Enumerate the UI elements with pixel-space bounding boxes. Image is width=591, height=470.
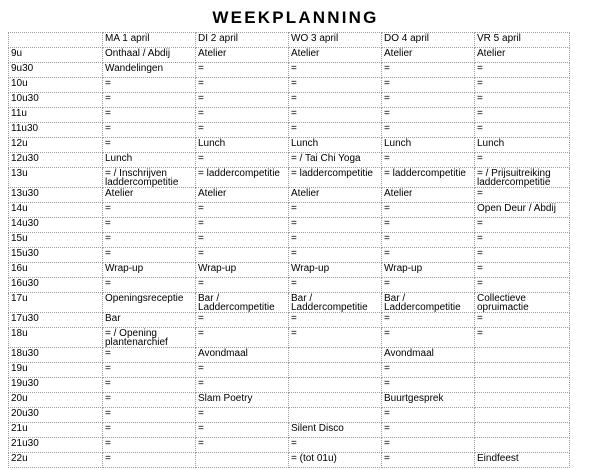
activity-cell: =: [382, 218, 475, 233]
activity-cell: =: [103, 278, 196, 293]
time-cell: 10u30: [9, 93, 103, 108]
activity-cell: = (tot 01u): [289, 453, 382, 468]
activity-cell: =: [103, 93, 196, 108]
schedule-table: [8, 32, 570, 468]
activity-cell: =: [382, 108, 475, 123]
activity-cell: =: [382, 203, 475, 218]
table-row: [9, 348, 570, 363]
activity-cell: =: [382, 248, 475, 263]
activity-cell: Lunch: [103, 153, 196, 168]
activity-cell: Silent Disco: [289, 423, 382, 438]
activity-cell: =: [196, 438, 289, 453]
activity-cell: =: [289, 203, 382, 218]
activity-cell: =: [103, 453, 196, 468]
table-row: [9, 218, 570, 233]
activity-cell: =: [103, 248, 196, 263]
activity-cell: =: [382, 233, 475, 248]
activity-cell: Avondmaal: [196, 348, 289, 363]
activity-cell: = / Opening plantenarchief: [103, 328, 196, 348]
time-cell: 15u: [9, 233, 103, 248]
activity-cell: =: [103, 378, 196, 393]
activity-cell: =: [475, 93, 570, 108]
table-row: [9, 123, 570, 138]
activity-cell: Atelier: [196, 48, 289, 63]
table-row: [9, 153, 570, 168]
activity-cell: =: [475, 78, 570, 93]
day-header-cell: VR 5 april: [475, 33, 570, 48]
activity-cell: Atelier: [475, 48, 570, 63]
table-row: [9, 48, 570, 63]
time-cell: 15u30: [9, 248, 103, 263]
activity-cell: [475, 408, 570, 423]
activity-cell: =: [289, 108, 382, 123]
time-cell: 12u30: [9, 153, 103, 168]
time-cell: 16u30: [9, 278, 103, 293]
activity-cell: =: [382, 363, 475, 378]
activity-cell: = / Tai Chi Yoga: [289, 153, 382, 168]
activity-cell: Bar: [103, 313, 196, 328]
table-row: [9, 423, 570, 438]
activity-cell: =: [196, 423, 289, 438]
activity-cell: Buurtgesprek: [382, 393, 475, 408]
activity-cell: =: [196, 248, 289, 263]
activity-cell: =: [475, 328, 570, 348]
activity-cell: Atelier: [289, 188, 382, 203]
activity-cell: =: [382, 123, 475, 138]
activity-cell: =: [475, 153, 570, 168]
activity-cell: Wandelingen: [103, 63, 196, 78]
activity-cell: Openingsreceptie: [103, 293, 196, 313]
activity-cell: = / Prijsuitreiking laddercompetitie: [475, 168, 570, 188]
page-title: WEEKPLANNING: [212, 8, 379, 27]
activity-cell: =: [103, 203, 196, 218]
table-row: [9, 233, 570, 248]
activity-cell: =: [196, 408, 289, 423]
activity-cell: [289, 378, 382, 393]
activity-cell: [289, 363, 382, 378]
activity-cell: =: [475, 188, 570, 203]
activity-cell: =: [289, 93, 382, 108]
time-cell: 16u: [9, 263, 103, 278]
activity-cell: [475, 363, 570, 378]
activity-cell: =: [196, 313, 289, 328]
day-header-cell: DO 4 april: [382, 33, 475, 48]
table-row: [9, 293, 570, 313]
activity-cell: =: [289, 78, 382, 93]
activity-cell: =: [382, 63, 475, 78]
table-row: [9, 63, 570, 78]
activity-cell: Bar / Laddercompetitie: [382, 293, 475, 313]
activity-cell: = laddercompetitie: [289, 168, 382, 188]
activity-cell: =: [196, 378, 289, 393]
activity-cell: =: [196, 218, 289, 233]
activity-cell: Eindfeest: [475, 453, 570, 468]
activity-cell: =: [196, 123, 289, 138]
time-cell: 21u: [9, 423, 103, 438]
activity-cell: =: [103, 123, 196, 138]
activity-cell: =: [382, 408, 475, 423]
time-cell: 9u30: [9, 63, 103, 78]
activity-cell: [475, 393, 570, 408]
activity-cell: =: [382, 93, 475, 108]
activity-cell: =: [103, 138, 196, 153]
table-row: [9, 78, 570, 93]
table-row: [9, 393, 570, 408]
time-cell: 10u: [9, 78, 103, 93]
table-row: [9, 438, 570, 453]
time-cell: 20u: [9, 393, 103, 408]
table-row: [9, 203, 570, 218]
activity-cell: Wrap-up: [289, 263, 382, 278]
activity-cell: =: [289, 248, 382, 263]
activity-cell: =: [196, 78, 289, 93]
activity-cell: Bar / Laddercompetitie: [289, 293, 382, 313]
activity-cell: =: [196, 153, 289, 168]
activity-cell: =: [475, 263, 570, 278]
activity-cell: =: [103, 393, 196, 408]
activity-cell: [475, 438, 570, 453]
table-row: [9, 278, 570, 293]
activity-cell: = / Inschrijven laddercompetitie: [103, 168, 196, 188]
activity-cell: Lunch: [196, 138, 289, 153]
time-cell: 17u30: [9, 313, 103, 328]
activity-cell: =: [382, 78, 475, 93]
time-cell: 19u: [9, 363, 103, 378]
time-cell: 13u: [9, 168, 103, 188]
activity-cell: =: [196, 278, 289, 293]
header-row: [9, 33, 570, 48]
time-cell: 14u: [9, 203, 103, 218]
day-header-cell: WO 3 april: [289, 33, 382, 48]
activity-cell: [289, 393, 382, 408]
activity-cell: Avondmaal: [382, 348, 475, 363]
activity-cell: =: [196, 328, 289, 348]
activity-cell: =: [103, 108, 196, 123]
activity-cell: Wrap-up: [382, 263, 475, 278]
time-cell: 22u: [9, 453, 103, 468]
activity-cell: =: [196, 63, 289, 78]
activity-cell: =: [103, 218, 196, 233]
activity-cell: Atelier: [289, 48, 382, 63]
time-cell: 11u: [9, 108, 103, 123]
activity-cell: =: [475, 63, 570, 78]
activity-cell: [196, 453, 289, 468]
table-row: [9, 453, 570, 468]
activity-cell: Wrap-up: [103, 263, 196, 278]
table-row: [9, 93, 570, 108]
table-row: [9, 188, 570, 203]
activity-cell: =: [289, 218, 382, 233]
activity-cell: Atelier: [196, 188, 289, 203]
day-header-cell: DI 2 april: [196, 33, 289, 48]
activity-cell: =: [475, 248, 570, 263]
activity-cell: =: [475, 233, 570, 248]
activity-cell: =: [289, 63, 382, 78]
activity-cell: =: [289, 438, 382, 453]
table-row: [9, 328, 570, 348]
activity-cell: Lunch: [289, 138, 382, 153]
activity-cell: Lunch: [382, 138, 475, 153]
activity-cell: =: [289, 313, 382, 328]
activity-cell: =: [196, 203, 289, 218]
activity-cell: =: [289, 233, 382, 248]
table-row: [9, 363, 570, 378]
table-row: [9, 248, 570, 263]
activity-cell: =: [382, 313, 475, 328]
activity-cell: Atelier: [382, 48, 475, 63]
activity-cell: =: [475, 108, 570, 123]
activity-cell: =: [382, 328, 475, 348]
activity-cell: =: [196, 363, 289, 378]
activity-cell: =: [103, 423, 196, 438]
time-cell: 11u30: [9, 123, 103, 138]
activity-cell: =: [475, 218, 570, 233]
activity-cell: =: [196, 93, 289, 108]
activity-cell: =: [382, 378, 475, 393]
header-corner-cell: [9, 33, 103, 48]
table-row: [9, 313, 570, 328]
time-cell: 14u30: [9, 218, 103, 233]
activity-cell: Slam Poetry: [196, 393, 289, 408]
activity-cell: [289, 348, 382, 363]
table-row: [9, 408, 570, 423]
time-cell: 9u: [9, 48, 103, 63]
activity-cell: =: [382, 153, 475, 168]
activity-cell: Lunch: [475, 138, 570, 153]
table-row: [9, 108, 570, 123]
activity-cell: =: [382, 423, 475, 438]
activity-cell: [475, 423, 570, 438]
activity-cell: =: [382, 278, 475, 293]
schedule-body: [9, 33, 570, 468]
activity-cell: =: [289, 328, 382, 348]
time-cell: 19u30: [9, 378, 103, 393]
activity-cell: [475, 348, 570, 363]
table-row: [9, 378, 570, 393]
activity-cell: =: [382, 438, 475, 453]
activity-cell: =: [289, 278, 382, 293]
activity-cell: =: [196, 233, 289, 248]
time-cell: 18u: [9, 328, 103, 348]
activity-cell: Wrap-up: [196, 263, 289, 278]
table-row: [9, 138, 570, 153]
activity-cell: =: [196, 108, 289, 123]
table-row: [9, 168, 570, 188]
activity-cell: = laddercompetitie: [382, 168, 475, 188]
activity-cell: =: [103, 438, 196, 453]
time-cell: 18u30: [9, 348, 103, 363]
activity-cell: =: [103, 408, 196, 423]
table-row: [9, 263, 570, 278]
time-cell: 21u30: [9, 438, 103, 453]
activity-cell: =: [475, 313, 570, 328]
activity-cell: Open Deur / Abdij: [475, 203, 570, 218]
time-cell: 20u30: [9, 408, 103, 423]
time-cell: 12u: [9, 138, 103, 153]
activity-cell: =: [103, 233, 196, 248]
activity-cell: =: [289, 123, 382, 138]
activity-cell: [289, 408, 382, 423]
activity-cell: = laddercompetitie: [196, 168, 289, 188]
activity-cell: =: [475, 123, 570, 138]
activity-cell: Atelier: [103, 188, 196, 203]
activity-cell: =: [475, 278, 570, 293]
activity-cell: =: [103, 78, 196, 93]
time-cell: 17u: [9, 293, 103, 313]
activity-cell: [475, 378, 570, 393]
activity-cell: Atelier: [382, 188, 475, 203]
activity-cell: Onthaal / Abdij: [103, 48, 196, 63]
day-header-cell: MA 1 april: [103, 33, 196, 48]
time-cell: 13u30: [9, 188, 103, 203]
activity-cell: Bar / Laddercompetitie: [196, 293, 289, 313]
activity-cell: =: [103, 363, 196, 378]
activity-cell: =: [382, 453, 475, 468]
activity-cell: Collectieve opruimactie: [475, 293, 570, 313]
activity-cell: =: [103, 348, 196, 363]
